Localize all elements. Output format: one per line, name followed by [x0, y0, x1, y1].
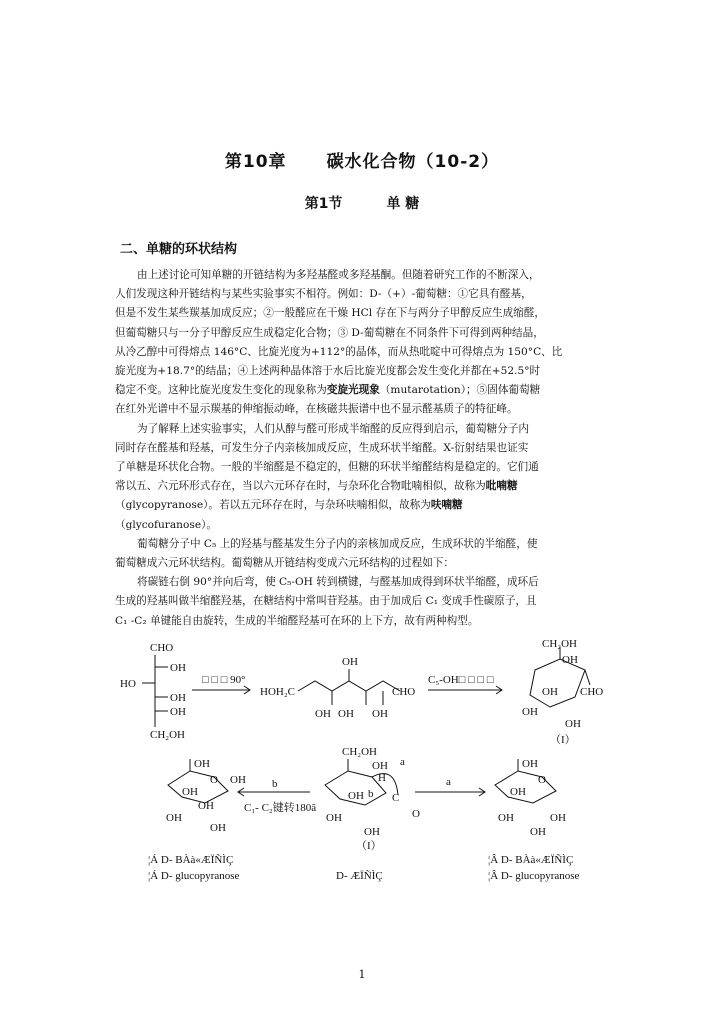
body-text [115, 266, 615, 631]
text-line: 为了解释上述实验事实，人们从醇与醛可形成半缩醛的反应得到启示，葡萄糖分子内 [137, 422, 529, 435]
fig-label: b [272, 778, 278, 790]
text-line [115, 477, 615, 496]
paragraph-4 [115, 573, 615, 631]
text-line: 葡萄糖分子中 C₅ 上的羟基与醛基发生分子内的亲核加成反应，生成环状的半缩醛，使 [137, 537, 538, 550]
fig-caption: ¦Á D- glucopyranose [148, 870, 240, 882]
text-line [115, 496, 615, 515]
fig-label: CHO [580, 686, 604, 698]
fig-caption: ¦Â D- BÀà«ÆÏÑÌÇ [488, 854, 574, 866]
chapter-title [0, 147, 724, 172]
paragraph-2 [115, 420, 615, 535]
text-line: 将碳链右倒 90°并向后弯，使 C₅-OH 转到横键，与醛基加成得到环状半缩醛，成环后 [137, 576, 539, 589]
fig-label: OH [550, 812, 566, 824]
text-line: 人们发现这种开链结构与某些实验事实不相符。例如：D-（+）-葡萄糖：①它具有醛基， [115, 288, 532, 301]
text-line: 葡萄糖成六元环状结构。葡萄糖从开链结构变成六元环结构的过程如下： [115, 557, 454, 570]
text-line: 生成的羟基叫做半缩醛羟基，在糖结构中常叫苷羟基。由于加成后 C₁ 变成手性碳原子，且 [115, 595, 537, 608]
fig-label: CH₂OH [150, 729, 186, 741]
fig-label: OH [326, 812, 342, 824]
section-number: 第1节 [304, 196, 343, 212]
fig-label: OH [342, 656, 358, 668]
fig-caption: D- ÆÏÑÌÇ [336, 870, 383, 882]
fig-label: C₁- C₂键转180ã [244, 802, 317, 814]
text-run: 常以五、六元环形式存在，当以六元环存在时，与杂环化合物吡喃相似，故称为 [115, 480, 486, 493]
text-line: 同时存在醛基和羟基，可发生分子内亲核加成反应，生成环状半缩醛。X-衍射结果也证实 [115, 441, 529, 454]
fig-label: OH [522, 706, 538, 718]
text-line [115, 381, 615, 400]
term-mutarotation: 变旋光现象 [326, 384, 380, 397]
fig-label: OH [372, 760, 388, 772]
text-line: 从冷乙醇中可得熔点 146°C、比旋光度为+112°的晶体，而从热吡啶中可得熔点为 150°C、比 [115, 345, 563, 358]
fig-label: OH [338, 708, 354, 720]
fig-label: OH [510, 786, 526, 798]
fig-label: OH [372, 708, 388, 720]
section-name: 单 糖 [386, 196, 420, 212]
fig-label: a [446, 776, 451, 788]
text-line: C₁ -C₂ 单键能自由旋转，生成的半缩醛羟基可在环的上下方，故有两种构型。 [115, 614, 479, 627]
term-pyranose: 吡喃糖 [485, 480, 518, 493]
fig-label: OH [364, 826, 380, 838]
text-run: （mutarotation）；⑤固体葡萄糖 [379, 384, 541, 397]
subsection-heading: 二、单糖的环状结构 [120, 242, 238, 257]
section-title [0, 193, 724, 213]
text-line: 了单糖是环状化合物。一般的半缩醛是不稳定的，但糖的环状半缩醛结构是稳定的。它们通 [115, 461, 539, 474]
paragraph-3 [115, 535, 615, 573]
text-line: （glycofuranose）。 [115, 518, 217, 531]
text-line: 但葡萄糖只与一分子甲醇反应生成稳定化合物；③ D-葡萄糖在不同条件下可得到两种结晶， [115, 326, 544, 339]
text-line: 但是不发生某些羰基加成反应；②一般醛应在干燥 HCl 存在下与两分子甲醇反应生成缩醛， [115, 307, 546, 320]
fig-label: O [210, 774, 218, 786]
text-run: （glycopyranose）。若以五元环存在时，与杂环呋喃相似，故称为 [115, 499, 431, 512]
fig-label: CH₂OH [342, 746, 378, 758]
fig-label: OH [530, 826, 546, 838]
fig-caption: ¦Â D- glucopyranose [488, 870, 580, 882]
fig-label: OH [170, 662, 186, 674]
fig-label: O [412, 808, 420, 820]
fig-label: CHO [392, 686, 416, 698]
fig-label: C₅-OH□ □ □ □ [428, 674, 494, 686]
fig-label: C [392, 792, 400, 804]
fig-label: CHO [150, 642, 174, 654]
fig-label: O [538, 774, 546, 786]
text-line: 在红外光谱中不显示羰基的伸缩振动峰，在核磁共振谱中也不显示醛基质子的特征峰。 [115, 403, 518, 416]
fig-label: OH [348, 790, 364, 802]
fig-label: OH [562, 654, 578, 666]
glucose-cyclization-figure [110, 635, 610, 895]
fig-label: OH [522, 758, 538, 770]
text-line: 由上述讨论可知单糖的开链结构为多羟基醛或多羟基酮。但随着研究工作的不断深入， [137, 269, 540, 281]
term-furanose: 呋喃糖 [430, 499, 463, 512]
fig-label: （I） [356, 840, 382, 852]
fig-label: OH [166, 812, 182, 824]
text-run: 稳定不变。这种比旋光度发生变化的现象称为 [115, 384, 327, 397]
page-number: 1 [358, 968, 366, 981]
fig-label: OH [182, 786, 198, 798]
fig-label: OH [170, 692, 186, 704]
chapter-name: 碳水化合物（10-2） [326, 152, 500, 172]
fig-label: （I） [550, 734, 576, 746]
chapter-number: 第10章 [224, 152, 287, 172]
fig-label: OH [194, 758, 210, 770]
fig-label: HOH₂C [260, 686, 296, 698]
fig-label: □ □ □ 90° [202, 674, 246, 686]
fig-label: OH [230, 774, 246, 786]
fig-label: OH [542, 686, 558, 698]
fig-label: b [368, 788, 374, 800]
fig-label: OH [565, 718, 581, 730]
fig-label: OH [498, 812, 514, 824]
fig-label: HO [120, 678, 136, 690]
fig-label: OH [198, 800, 214, 812]
fig-label: OH [210, 822, 226, 834]
paragraph-1 [115, 266, 615, 420]
fig-caption: ¦Á D- BÀà«ÆÏÑÌÇ [148, 854, 234, 866]
fig-label: a [400, 756, 405, 768]
text-line: 旋光度为+18.7°的结晶；④上述两种晶体溶于水后比旋光度都会发生变化并都在+52.5°时 [115, 365, 541, 378]
fig-label: CH₂OH [542, 638, 578, 650]
fig-label: OH [315, 708, 331, 720]
fig-label: OH [170, 706, 186, 718]
fig-label: H [378, 772, 386, 784]
